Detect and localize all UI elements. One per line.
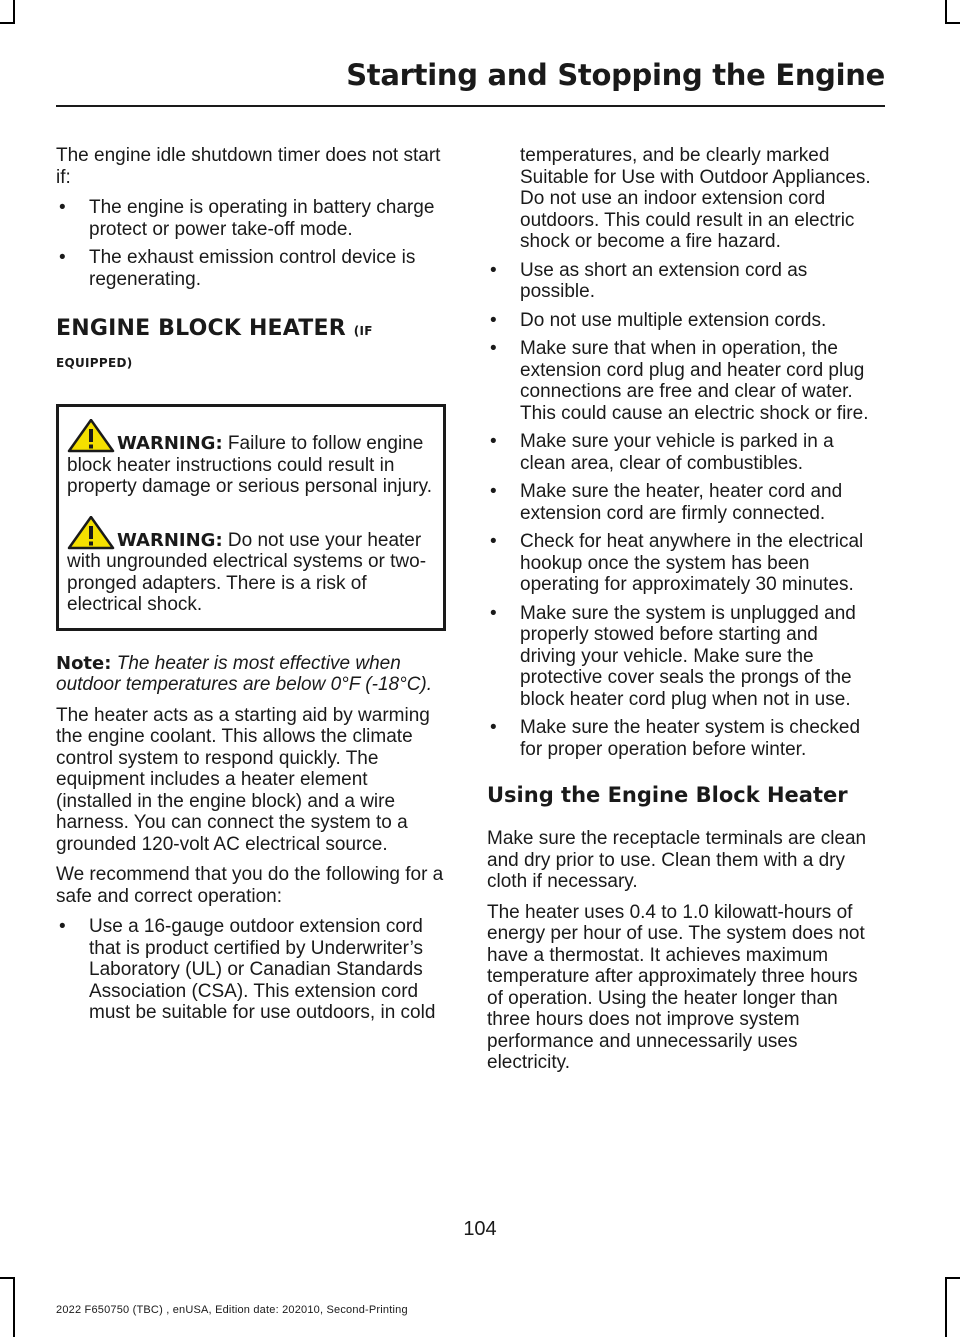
- list-item: • Make sure the heater, heater cord and extension cord are firmly connected.: [490, 481, 843, 524]
- bullet-icon: •: [490, 338, 497, 359]
- body-paragraph: Make sure the receptacle terminals are clean and dry prior to use. Clean them with a dry cloth if necessary.: [487, 828, 867, 892]
- section-heading-qualifier: (IF EQUIPPED): [56, 324, 373, 370]
- warning-text: Failure to follow engine block heater instructions could result in property damage or serious personal injury.: [67, 433, 433, 497]
- list-item: • Do not use multiple extension cords.: [490, 309, 827, 331]
- crop-mark: [13, 1277, 15, 1337]
- body-paragraph: We recommend that you do the following for a safe and correct operation:: [56, 864, 444, 907]
- intro-bullet-list: [56, 197, 446, 290]
- warning-box: [56, 404, 446, 631]
- bullet-icon: •: [490, 309, 497, 331]
- left-column: [56, 145, 446, 1031]
- list-item: • Make sure that when in operation, the extension cord plug and heater cord plug connections are free and clear of water. This could cause an electric shock or fire.: [490, 338, 869, 424]
- bullet-icon: •: [59, 247, 66, 268]
- header-divider: [56, 105, 885, 107]
- crop-mark: [945, 1277, 960, 1279]
- section-heading: ENGINE BLOCK HEATER (IF EQUIPPED): [56, 316, 373, 370]
- crop-mark: [945, 22, 960, 24]
- list-item: • Use as short an extension cord as possible.: [490, 259, 808, 302]
- body-paragraph: The heater uses 0.4 to 1.0 kilowatt-hours of energy per hour of use. The system does not have a thermostat. It achieves maximum temperature after approximately three hours of operation. Using the heater longer than three hours does not improve system performance and unnecessarily uses electricity.: [487, 901, 865, 1073]
- bullet-icon: •: [59, 197, 66, 218]
- recommendation-list-continued: [487, 145, 877, 760]
- footer-edition-info: 2022 F650750 (TBC) , enUSA, Edition date: 202010, Second-Printing: [56, 1304, 408, 1316]
- intro-paragraph: The engine idle shutdown timer does not start if:: [56, 145, 441, 188]
- bullet-icon: •: [490, 602, 497, 624]
- warning-text: Do not use your heater with ungrounded electrical systems or two-pronged adapters. There is a risk of electrical shock.: [67, 529, 427, 615]
- warning-label: WARNING:: [117, 529, 223, 551]
- right-column: [487, 145, 877, 1083]
- warning-triangle-icon: [67, 419, 115, 453]
- crop-mark: [0, 1277, 15, 1279]
- page-title: Starting and Stopping the Engine: [346, 58, 885, 92]
- crop-mark: [13, 0, 15, 22]
- body-paragraph: The heater acts as a starting aid by warming the engine coolant. This allows the climate control system to respond quickly. The equipment includes a heater element (installed in the engine block) and a wire harness. You can connect the system to a grounded 120-volt AC electrical source.: [56, 704, 430, 855]
- list-item: temperatures, and be clearly marked Suitable for Use with Outdoor Appliances. Do not use an indoor extension cord outdoors. This could result in an electric shock or become a fire hazard.: [520, 145, 871, 252]
- list-item: • The engine is operating in battery charge protect or power take-off mode.: [59, 197, 435, 240]
- bullet-icon: •: [490, 531, 497, 552]
- list-item: • Make sure the system is unplugged and properly stowed before starting and driving your vehicle. Make sure the protective cover seals the prongs of the block heater cord plug when not in use.: [490, 602, 856, 710]
- bullet-icon: •: [490, 481, 497, 502]
- note-text: The heater is most effective when outdoor temperatures are below 0°F (-18°C).: [56, 652, 433, 695]
- list-item: • Make sure your vehicle is parked in a clean area, clear of combustibles.: [490, 431, 834, 474]
- bullet-icon: •: [59, 916, 66, 937]
- warning-triangle-icon: [67, 516, 115, 550]
- note-paragraph: [56, 653, 446, 696]
- list-item: • Use a 16-gauge outdoor extension cord that is product certified by Underwriter’s Laboratory (UL) or Canadian Standards Association (CSA). This extension cord must be suitable for use outdoors, in cold: [59, 916, 436, 1023]
- list-item: • Check for heat anywhere in the electrical hookup once the system has been operating for approximately 30 minutes.: [490, 531, 864, 595]
- recommendation-list: [56, 916, 446, 1024]
- crop-mark: [945, 0, 947, 22]
- warning-paragraph: [67, 516, 435, 616]
- subsection-heading: Using the Engine Block Heater: [487, 783, 848, 807]
- crop-mark: [945, 1277, 947, 1337]
- list-item: • Make sure the heater system is checked for proper operation before winter.: [490, 717, 861, 760]
- crop-mark: [0, 22, 15, 24]
- note-label: Note:: [56, 652, 112, 674]
- bullet-icon: •: [490, 259, 497, 281]
- page-number: 104: [463, 1218, 497, 1240]
- list-item: • The exhaust emission control device is regenerating.: [59, 247, 416, 290]
- bullet-icon: •: [490, 431, 497, 452]
- bullet-icon: •: [490, 717, 497, 738]
- warning-paragraph: [67, 419, 435, 498]
- warning-label: WARNING:: [117, 433, 223, 454]
